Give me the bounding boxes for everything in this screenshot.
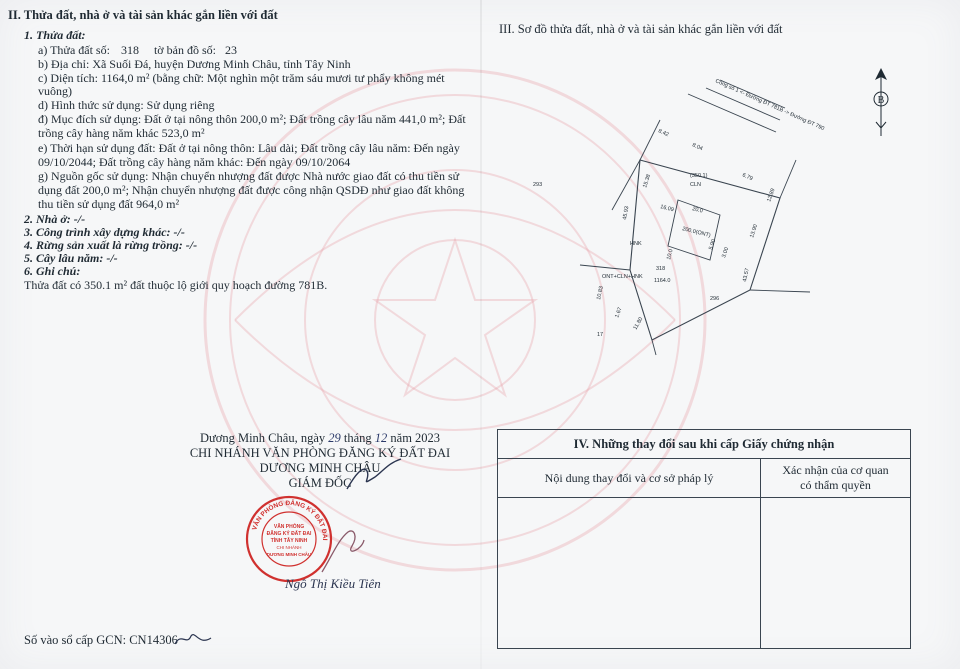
item-3-construction: 3. Công trình xây dựng khác: -/- bbox=[24, 225, 185, 239]
changes-col-confirmation bbox=[761, 459, 911, 498]
item-b-address: b) Địa chỉ: Xã Suối Đá, huyện Dương Minh Châu, tỉnh Tây Ninh bbox=[38, 57, 351, 71]
stamp-line4: CHI NHÁNH bbox=[276, 545, 302, 550]
cln-label: CLN bbox=[690, 182, 702, 188]
item-d-usage-form: d) Hình thức sử dụng: Sử dụng riêng bbox=[38, 98, 215, 112]
signature-over-stamp bbox=[318, 520, 368, 580]
fold-line bbox=[480, 0, 482, 669]
sign-date bbox=[180, 431, 460, 446]
item-1-title: 1. Thửa đất: bbox=[24, 28, 86, 42]
item-dd-purpose-line1: đ) Mục đích sử dụng: Đất ở tại nông thôn 200,0 m²; Đất trồng cây lâu năm 441,0 m²; Đất bbox=[38, 112, 466, 126]
item-g-origin-line2: dụng đất 200,0 m²; Nhận chuyển nhượng đất được công nhận QSDĐ như giao đất không bbox=[38, 183, 465, 197]
dim-8: 10.83 bbox=[596, 285, 605, 301]
item-2-house: 2. Nhà ở: -/- bbox=[24, 212, 86, 226]
dim-9: 43.57 bbox=[742, 267, 751, 283]
section-ii-title: II. Thửa đất, nhà ở và tài sản khác gắn liền với đất bbox=[8, 8, 278, 22]
note-text: Thửa đất có 350.1 m² đất thuộc lộ giới quy hoạch đường 781B. bbox=[24, 278, 328, 292]
org-name-line1: CHI NHÁNH VĂN PHÒNG ĐĂNG KÝ ĐẤT ĐAI bbox=[189, 446, 451, 460]
signer-name: Ngô Thị Kiều Tiên bbox=[285, 576, 381, 591]
handwritten-signature bbox=[345, 455, 405, 495]
changes-content-cell bbox=[498, 498, 761, 649]
map-sheet-value: 23 bbox=[224, 43, 237, 57]
stamp-line3: TỈNH TÂY NINH bbox=[270, 538, 308, 544]
gcn-register-number: Số vào sổ cấp GCN: CN14306 bbox=[24, 633, 178, 647]
stamp-line2: ĐĂNG KÝ ĐẤT ĐAI bbox=[266, 531, 312, 537]
item-e-term-line1: e) Thời hạn sử dụng đất: Đất ở tại nông thôn: Lâu dài; Đất trồng cây lâu năm: Đến ngày bbox=[38, 141, 460, 155]
changes-col-content: Nội dung thay đổi và cơ sở pháp lý bbox=[498, 459, 761, 498]
parcel-map bbox=[533, 60, 890, 360]
dim-10: 20.0 bbox=[691, 206, 704, 215]
dim-12: 11.80 bbox=[632, 316, 645, 331]
initial-scribble bbox=[173, 628, 213, 650]
item-e-term-line2: 09/10/2044; Đất trồng cây hàng năm khác: Đến ngày 09/10/2064 bbox=[38, 155, 351, 169]
date-prefix: Dương Minh Châu, ngày bbox=[199, 431, 326, 445]
item-g-origin-line1: g) Nguồn gốc sử dụng: Nhận chuyển nhượng đất được Nhà nước giao đất có thu tiền sử bbox=[38, 169, 460, 183]
year-label: năm 2023 bbox=[390, 431, 441, 445]
item-a bbox=[38, 43, 237, 57]
section-iii-title: III. Sơ đồ thửa đất, nhà ở và tài sản khác gắn liền với đất bbox=[499, 22, 783, 36]
item-c-area-line1: c) Diện tích: 1164,0 m² (bằng chữ: Một nghìn một trăm sáu mươi tư phẩy không mét bbox=[38, 71, 445, 85]
item-c-area-line2: vuông) bbox=[38, 84, 72, 98]
cln-area: (350.1) bbox=[690, 173, 708, 179]
col2-line2: có thẩm quyền bbox=[800, 478, 871, 492]
map-plot-no: 318 bbox=[656, 266, 666, 272]
compass-label: B bbox=[877, 95, 885, 106]
plot-no-label: a) Thửa đất số: bbox=[38, 43, 110, 57]
neighbor-293: 293 bbox=[533, 182, 543, 188]
dim-6: 16.09 bbox=[659, 204, 675, 214]
dim-16: 3.00 bbox=[721, 246, 731, 259]
dim-15: 13.90 bbox=[749, 223, 760, 239]
changes-confirm-cell bbox=[761, 498, 911, 649]
neighbor-17: 17 bbox=[597, 332, 604, 338]
road-label: Cống số 1 <- Đường ĐT 781B -> Đường ĐT 790 bbox=[714, 78, 826, 133]
hnk-label: HNK bbox=[630, 241, 642, 247]
dim-2: 8.04 bbox=[691, 142, 704, 153]
plot-no-value: 318 bbox=[120, 43, 139, 57]
dim-3: 6.79 bbox=[741, 172, 754, 183]
stamp-line5: DƯƠNG MINH CHÂU bbox=[266, 552, 312, 557]
item-g-origin-line3: thu tiền sử dụng đất 964,0 m² bbox=[38, 197, 180, 211]
date-month: 12 bbox=[374, 431, 388, 445]
item-dd-purpose-line2: trồng cây hàng năm khác 523,0 m² bbox=[38, 126, 205, 140]
stamp-ring-text: VĂN PHÒNG ĐĂNG KÝ ĐẤT ĐAI bbox=[251, 499, 329, 541]
dim-4: 12.89 bbox=[766, 187, 777, 203]
dim-13: 1.67 bbox=[614, 306, 624, 319]
map-sheet-label: tờ bản đồ số: bbox=[153, 43, 216, 57]
dim-14: 5.90 bbox=[708, 238, 718, 251]
neighbor-296: 296 bbox=[710, 296, 720, 302]
map-plot-type: ONT+CLN+HNK bbox=[602, 274, 643, 280]
dim-11: 10.0 bbox=[666, 248, 675, 261]
item-6-note-title: 6. Ghi chú: bbox=[24, 264, 81, 278]
col2-line1: Xác nhận của cơ quan bbox=[782, 463, 889, 477]
map-plot-area: 1164.0 bbox=[654, 278, 671, 284]
month-label: tháng bbox=[343, 431, 372, 445]
stamp-line1: VĂN PHÒNG bbox=[273, 524, 305, 530]
date-day: 29 bbox=[328, 431, 341, 445]
dim-5: 15.38 bbox=[642, 173, 653, 189]
org-name-line2: DƯƠNG MINH CHÂU bbox=[259, 461, 381, 475]
item-4-forest: 4. Rừng sản xuất là rừng trồng: -/- bbox=[24, 238, 198, 252]
dim-1: 8.42 bbox=[657, 128, 670, 139]
changes-table bbox=[497, 429, 911, 649]
item-5-perennial: 5. Cây lâu năm: -/- bbox=[24, 251, 118, 265]
role-title: GIÁM ĐỐC bbox=[288, 476, 352, 490]
changes-title: IV. Những thay đổi sau khi cấp Giấy chứng nhận bbox=[498, 430, 911, 459]
ont-label: 200.0(ONT) bbox=[681, 226, 712, 239]
dim-7: 45.93 bbox=[622, 205, 631, 221]
